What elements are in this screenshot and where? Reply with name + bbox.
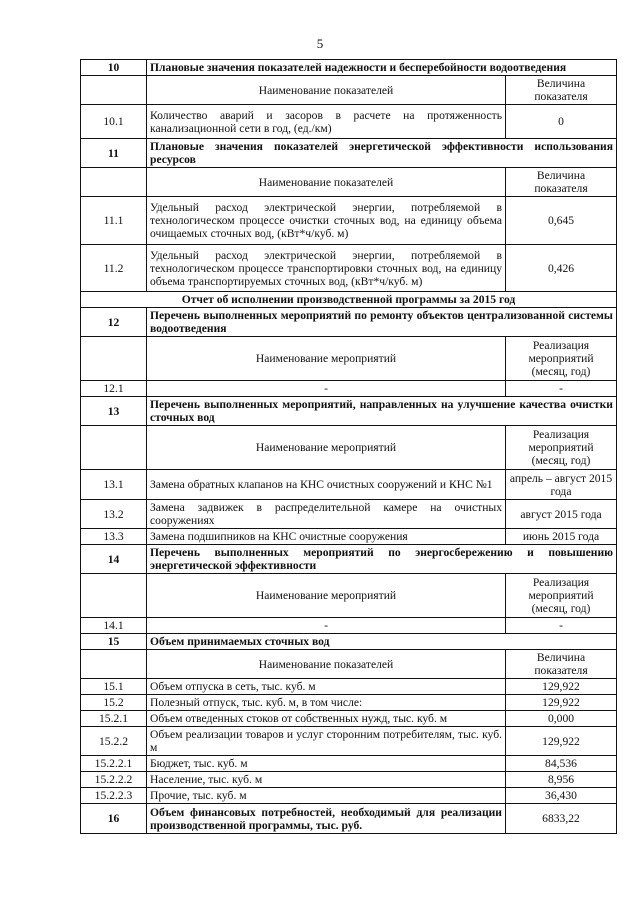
column-header-row xyxy=(81,337,617,381)
row-number: 11.1 xyxy=(81,197,147,245)
blank-cell xyxy=(81,574,147,618)
section-row xyxy=(81,60,617,76)
table-row xyxy=(81,804,617,834)
row-description: Население, тыс. куб. м xyxy=(147,772,506,788)
table-row xyxy=(81,381,617,397)
blank-cell xyxy=(81,426,147,470)
section-row xyxy=(81,634,617,650)
column-header-name: Наименование мероприятий xyxy=(147,574,506,618)
row-value: 0,645 xyxy=(506,197,617,245)
section-number: 10 xyxy=(81,60,147,76)
row-number: 12.1 xyxy=(81,381,147,397)
column-header-name: Наименование показателей xyxy=(147,650,506,679)
column-header-value: Величина показателя xyxy=(506,76,617,105)
column-header-value: Величина показателя xyxy=(506,168,617,197)
column-header-value: Реализация мероприятий (месяц, год) xyxy=(506,574,617,618)
row-number: 13.2 xyxy=(81,500,147,529)
section-row xyxy=(81,139,617,168)
row-description: Удельный расход электрической энергии, потребляемой в технологическом процессе очистки сточных вод, на единицу объема очищаемых сточных вод, (кВт*ч/куб. м) xyxy=(147,197,506,245)
table-row xyxy=(81,679,617,695)
table-row xyxy=(81,756,617,772)
table-row xyxy=(81,788,617,804)
column-header-name: Наименование показателей xyxy=(147,76,506,105)
row-number: 15.2.2.1 xyxy=(81,756,147,772)
row-value: 129,922 xyxy=(506,679,617,695)
row-value: - xyxy=(506,618,617,634)
row-value: июнь 2015 года xyxy=(506,529,617,545)
table-row xyxy=(81,618,617,634)
row-value: 6833,22 xyxy=(506,804,617,834)
row-description: Бюджет, тыс. куб. м xyxy=(147,756,506,772)
row-value: апрель – август 2015 года xyxy=(506,470,617,500)
section-number: 13 xyxy=(81,397,147,426)
row-description: - xyxy=(147,381,506,397)
row-description: Замена обратных клапанов на КНС очистных сооружений и КНС №1 xyxy=(147,470,506,500)
section-number: 12 xyxy=(81,308,147,337)
row-value: 129,922 xyxy=(506,727,617,756)
column-header-row xyxy=(81,426,617,470)
blank-cell xyxy=(81,168,147,197)
column-header-name: Наименование мероприятий xyxy=(147,426,506,470)
row-number: 15.2.2.2 xyxy=(81,772,147,788)
report-title-row xyxy=(81,292,617,308)
row-number: 10.1 xyxy=(81,105,147,139)
row-value: август 2015 года xyxy=(506,500,617,529)
section-number: 11 xyxy=(81,139,147,168)
table-row xyxy=(81,529,617,545)
row-value: 0,000 xyxy=(506,711,617,727)
row-description: Объем реализации товаров и услуг сторонним потребителям, тыс. куб. м xyxy=(147,727,506,756)
row-value: 0 xyxy=(506,105,617,139)
report-title: Отчет об исполнении производственной программы за 2015 год xyxy=(81,292,617,308)
table-row xyxy=(81,772,617,788)
row-number: 11.2 xyxy=(81,245,147,292)
blank-cell xyxy=(81,337,147,381)
row-description: Удельный расход электрической энергии, потребляемой в технологическом процессе транспортировки сточных вод, на единицу объема транспортируемых сточных вод, (кВт*ч/куб. м) xyxy=(147,245,506,292)
row-value: 84,536 xyxy=(506,756,617,772)
column-header-name: Наименование мероприятий xyxy=(147,337,506,381)
row-description: Прочие, тыс. куб. м xyxy=(147,788,506,804)
row-description: Объем финансовых потребностей, необходимый для реализации производственной программы, тыс. руб. xyxy=(147,804,506,834)
blank-cell xyxy=(81,650,147,679)
row-description: Количество аварий и засоров в расчете на протяженность канализационной сети в год, (ед./км) xyxy=(147,105,506,139)
row-description: Замена подшипников на КНС очистные сооружения xyxy=(147,529,506,545)
row-value: 36,430 xyxy=(506,788,617,804)
section-title: Объем принимаемых сточных вод xyxy=(147,634,617,650)
row-description: Замена задвижек в распределительной камере на очистных сооружениях xyxy=(147,500,506,529)
section-row xyxy=(81,545,617,574)
table-row xyxy=(81,197,617,245)
row-value: 0,426 xyxy=(506,245,617,292)
section-number: 14 xyxy=(81,545,147,574)
column-header-value: Реализация мероприятий (месяц, год) xyxy=(506,337,617,381)
section-title: Перечень выполненных мероприятий по ремонту объектов централизованной системы водоотведения xyxy=(147,308,617,337)
row-number: 13.3 xyxy=(81,529,147,545)
column-header-value: Величина показателя xyxy=(506,650,617,679)
section-row xyxy=(81,308,617,337)
page-number: 5 xyxy=(316,36,324,51)
table-row xyxy=(81,105,617,139)
row-description: Объем отпуска в сеть, тыс. куб. м xyxy=(147,679,506,695)
row-number: 14.1 xyxy=(81,618,147,634)
section-title: Перечень выполненных мероприятий по энергосбережению и повышению энергетической эффективности xyxy=(147,545,617,574)
row-number: 15.2 xyxy=(81,695,147,711)
row-description: Объем отведенных стоков от собственных нужд, тыс. куб. м xyxy=(147,711,506,727)
section-title: Перечень выполненных мероприятий, направленных на улучшение качества очистки сточных вод xyxy=(147,397,617,426)
section-number: 15 xyxy=(81,634,147,650)
table-row xyxy=(81,470,617,500)
table-row xyxy=(81,727,617,756)
column-header-name: Наименование показателей xyxy=(147,168,506,197)
row-number: 15.1 xyxy=(81,679,147,695)
section-row xyxy=(81,397,617,426)
column-header-row xyxy=(81,76,617,105)
column-header-value: Реализация мероприятий (месяц, год) xyxy=(506,426,617,470)
row-value: 8,956 xyxy=(506,772,617,788)
table-row xyxy=(81,245,617,292)
row-number: 15.2.2.3 xyxy=(81,788,147,804)
column-header-row xyxy=(81,650,617,679)
table-row xyxy=(81,500,617,529)
row-number: 15.2.1 xyxy=(81,711,147,727)
row-description: - xyxy=(147,618,506,634)
blank-cell xyxy=(81,76,147,105)
column-header-row xyxy=(81,574,617,618)
column-header-row xyxy=(81,168,617,197)
row-value: 129,922 xyxy=(506,695,617,711)
row-number: 13.1 xyxy=(81,470,147,500)
row-number: 15.2.2 xyxy=(81,727,147,756)
row-description: Полезный отпуск, тыс. куб. м, в том числе: xyxy=(147,695,506,711)
row-number: 16 xyxy=(81,804,147,834)
table-row xyxy=(81,711,617,727)
section-title: Плановые значения показателей энергетической эффективности использования ресурсов xyxy=(147,139,617,168)
section-title: Плановые значения показателей надежности и бесперебойности водоотведения xyxy=(147,60,617,76)
report-table xyxy=(80,59,617,834)
row-value: - xyxy=(506,381,617,397)
table-row xyxy=(81,695,617,711)
